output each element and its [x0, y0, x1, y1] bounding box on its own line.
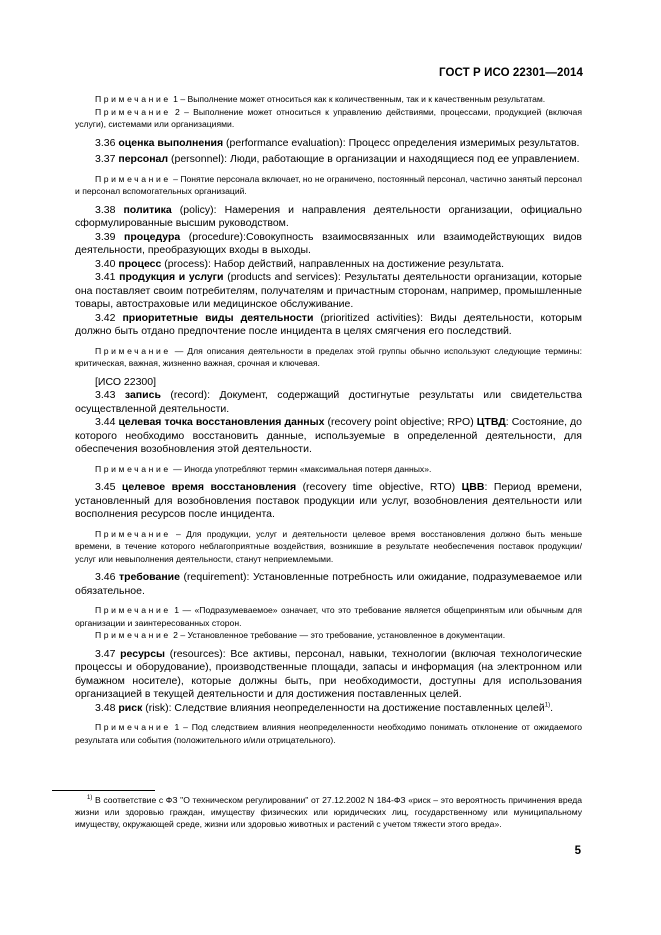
term-name: оценка выполнения	[118, 136, 224, 149]
term-name: приоритетные виды деятельности	[122, 311, 314, 324]
note: Примечание 1 – Выполнение может относиться как к количественным, так и к качественным результатам.	[95, 94, 546, 104]
footnote-divider	[52, 790, 155, 791]
note: Примечание 1 — «Подразумеваемое» означает, что это требование является общепринятым или обычным для организации и заинтересованных сторон.	[75, 605, 582, 628]
term-name: риск	[118, 701, 143, 714]
term-entry: 3.38 политика (policy): Намерения и направления деятельности организации, официально сформулированные высшим руководством.	[75, 203, 583, 229]
term-entry: 3.42 приоритетные виды деятельности (prioritized activities): Виды деятельности, которым должно быть отдано предпочтение после инцидента в целях смягчения его последствий.	[75, 311, 582, 337]
note: Примечание – Понятие персонала включает, но не ограничено, постоянный персонал, частично занятый персонал и персонал вспомогательных организаций.	[75, 173, 582, 196]
term-name: требование	[119, 571, 180, 583]
note-label: Примечание	[95, 605, 171, 615]
term-name: ресурсы	[120, 647, 166, 660]
source-reference: [ИСО 22300]	[95, 375, 157, 388]
note: Примечание 2 – Установленное требование — это требование, установленное в документации.	[95, 630, 506, 640]
term-entry: 3.47 ресурсы (resources): Все активы, персонал, навыки, технологии (включая технологические процессы и оборудование), производственные площади, запасы и информация (на электронном или бумажном носителе), которые должны быть, при необходимости, доступны для использования организацией в текущей деятельности и для достижения поставленных целей.	[75, 647, 582, 700]
term-entry: 3.45 целевое время восстановления (recovery time objective, RTO) ЦВВ: Период времени, установленный для возобновления поставок продукции или услуг, возобновления деятельности или восполнения ресурсов после инцидента.	[75, 481, 582, 520]
term-name: запись	[124, 389, 161, 401]
note-label: Примечание	[95, 94, 171, 104]
term-entry: 3.37 персонал (personnel): Люди, работающие в организации и находящиеся под ее управлением.	[95, 153, 580, 165]
note-label: Примечание	[95, 463, 171, 474]
term-name: политика	[123, 203, 172, 216]
note: Примечание — Иногда употребляют термин «максимальная потеря данных».	[95, 463, 432, 474]
note-label: Примечание	[95, 173, 171, 184]
document-header: ГОСТ Р ИСО 22301—2014	[438, 67, 583, 79]
term-abbreviation: ЦТВД	[476, 416, 506, 428]
footnote: $^{1)}$ В соответствие с ФЗ "О техническом регулировании" от 27.12.2002 N 184-ФЗ «риск – это вероятность причинения вреда жизни или здоровью граждан, имуществу физических или юридических лиц, государственному или муниципальному имуществу, окружающей среде, жизни или здоровью животных и растений с учетом тяжести этого вреда».	[75, 795, 582, 829]
note-label: Примечание	[95, 345, 171, 356]
term-name: процедура	[124, 230, 181, 243]
term-entry: 3.46 требование (requirement): Установленные потребность или ожидание, подразумеваемое или обязательное.	[75, 571, 582, 597]
term-entry: 3.41 продукция и услуги (products and services): Результаты деятельности организации, которые она поставляет своим потребителям, получателям и причастным сторонам, например, промышленные товары, автостраховые или медицинское обслуживание.	[75, 271, 582, 310]
note-label: Примечание	[95, 528, 171, 539]
term-entry: 3.44 целевая точка восстановления данных (recovery point objective; RPO) ЦТВД: Состояние, до которого необходимо восстановить данные, используемые в определенной деятельности, для обеспечения возобновления этой деятельности.	[75, 416, 583, 455]
term-name: продукция и услуги	[119, 271, 224, 283]
term-name: целевое время восстановления	[121, 481, 297, 493]
note-label: Примечание	[95, 722, 171, 732]
term-name: персонал	[118, 153, 169, 165]
term-name: целевая точка восстановления данных	[118, 416, 325, 428]
term-entry: 3.36 оценка выполнения (performance evaluation): Процесс определения измеримых результатов.	[95, 136, 580, 149]
term-entry: 3.48 риск (risk): Следствие влияния неопределенности на достижение поставленных целей$^{1)}$.	[95, 701, 554, 714]
note-label: Примечание	[95, 106, 171, 117]
note: Примечание — Для описания деятельности в пределах этой группы обычно используют следующие термины: критическая, важная, жизненно важная, срочная и ключевая.	[75, 345, 582, 368]
term-entry: 3.43 запись (record): Документ, содержащий достигнутые результаты или свидетельства осуществленной деятельности.	[75, 389, 582, 415]
term-abbreviation: ЦВВ	[461, 481, 485, 493]
term-name: процесс	[118, 257, 162, 270]
page-number: 5	[574, 845, 581, 857]
document-body	[75, 93, 582, 746]
note: Примечание – Для продукции, услуг и деятельности целевое время восстановления должно быть меньше времени, в течение которого неблагоприятные воздействия, возникшие в результате необеспечения поставок продукции/услуг или невыполнения деятельности, станут неприемлемыми.	[75, 528, 583, 564]
note: Примечание 2 – Выполнение может относиться к управлению действиями, процессами, продукцией (включая услуги), системами или организациями.	[75, 106, 582, 129]
term-entry: 3.40 процесс (process): Набор действий, направленных на достижение результата.	[95, 257, 505, 270]
note: Примечание 1 – Под следствием влияния неопределенности необходимо понимать отклонение от ожидаемого результата или события (положительного и/или отрицательного).	[75, 722, 582, 745]
term-entry: 3.39 процедура (procedure):Совокупность взаимосвязанных или взаимодействующих видов деятельности, преобразующих входы в выходы.	[75, 230, 582, 256]
footnote-mark: 1)	[87, 795, 93, 802]
note-label: Примечание	[95, 630, 171, 640]
footnote-ref[interactable]: 1)	[544, 702, 551, 708]
